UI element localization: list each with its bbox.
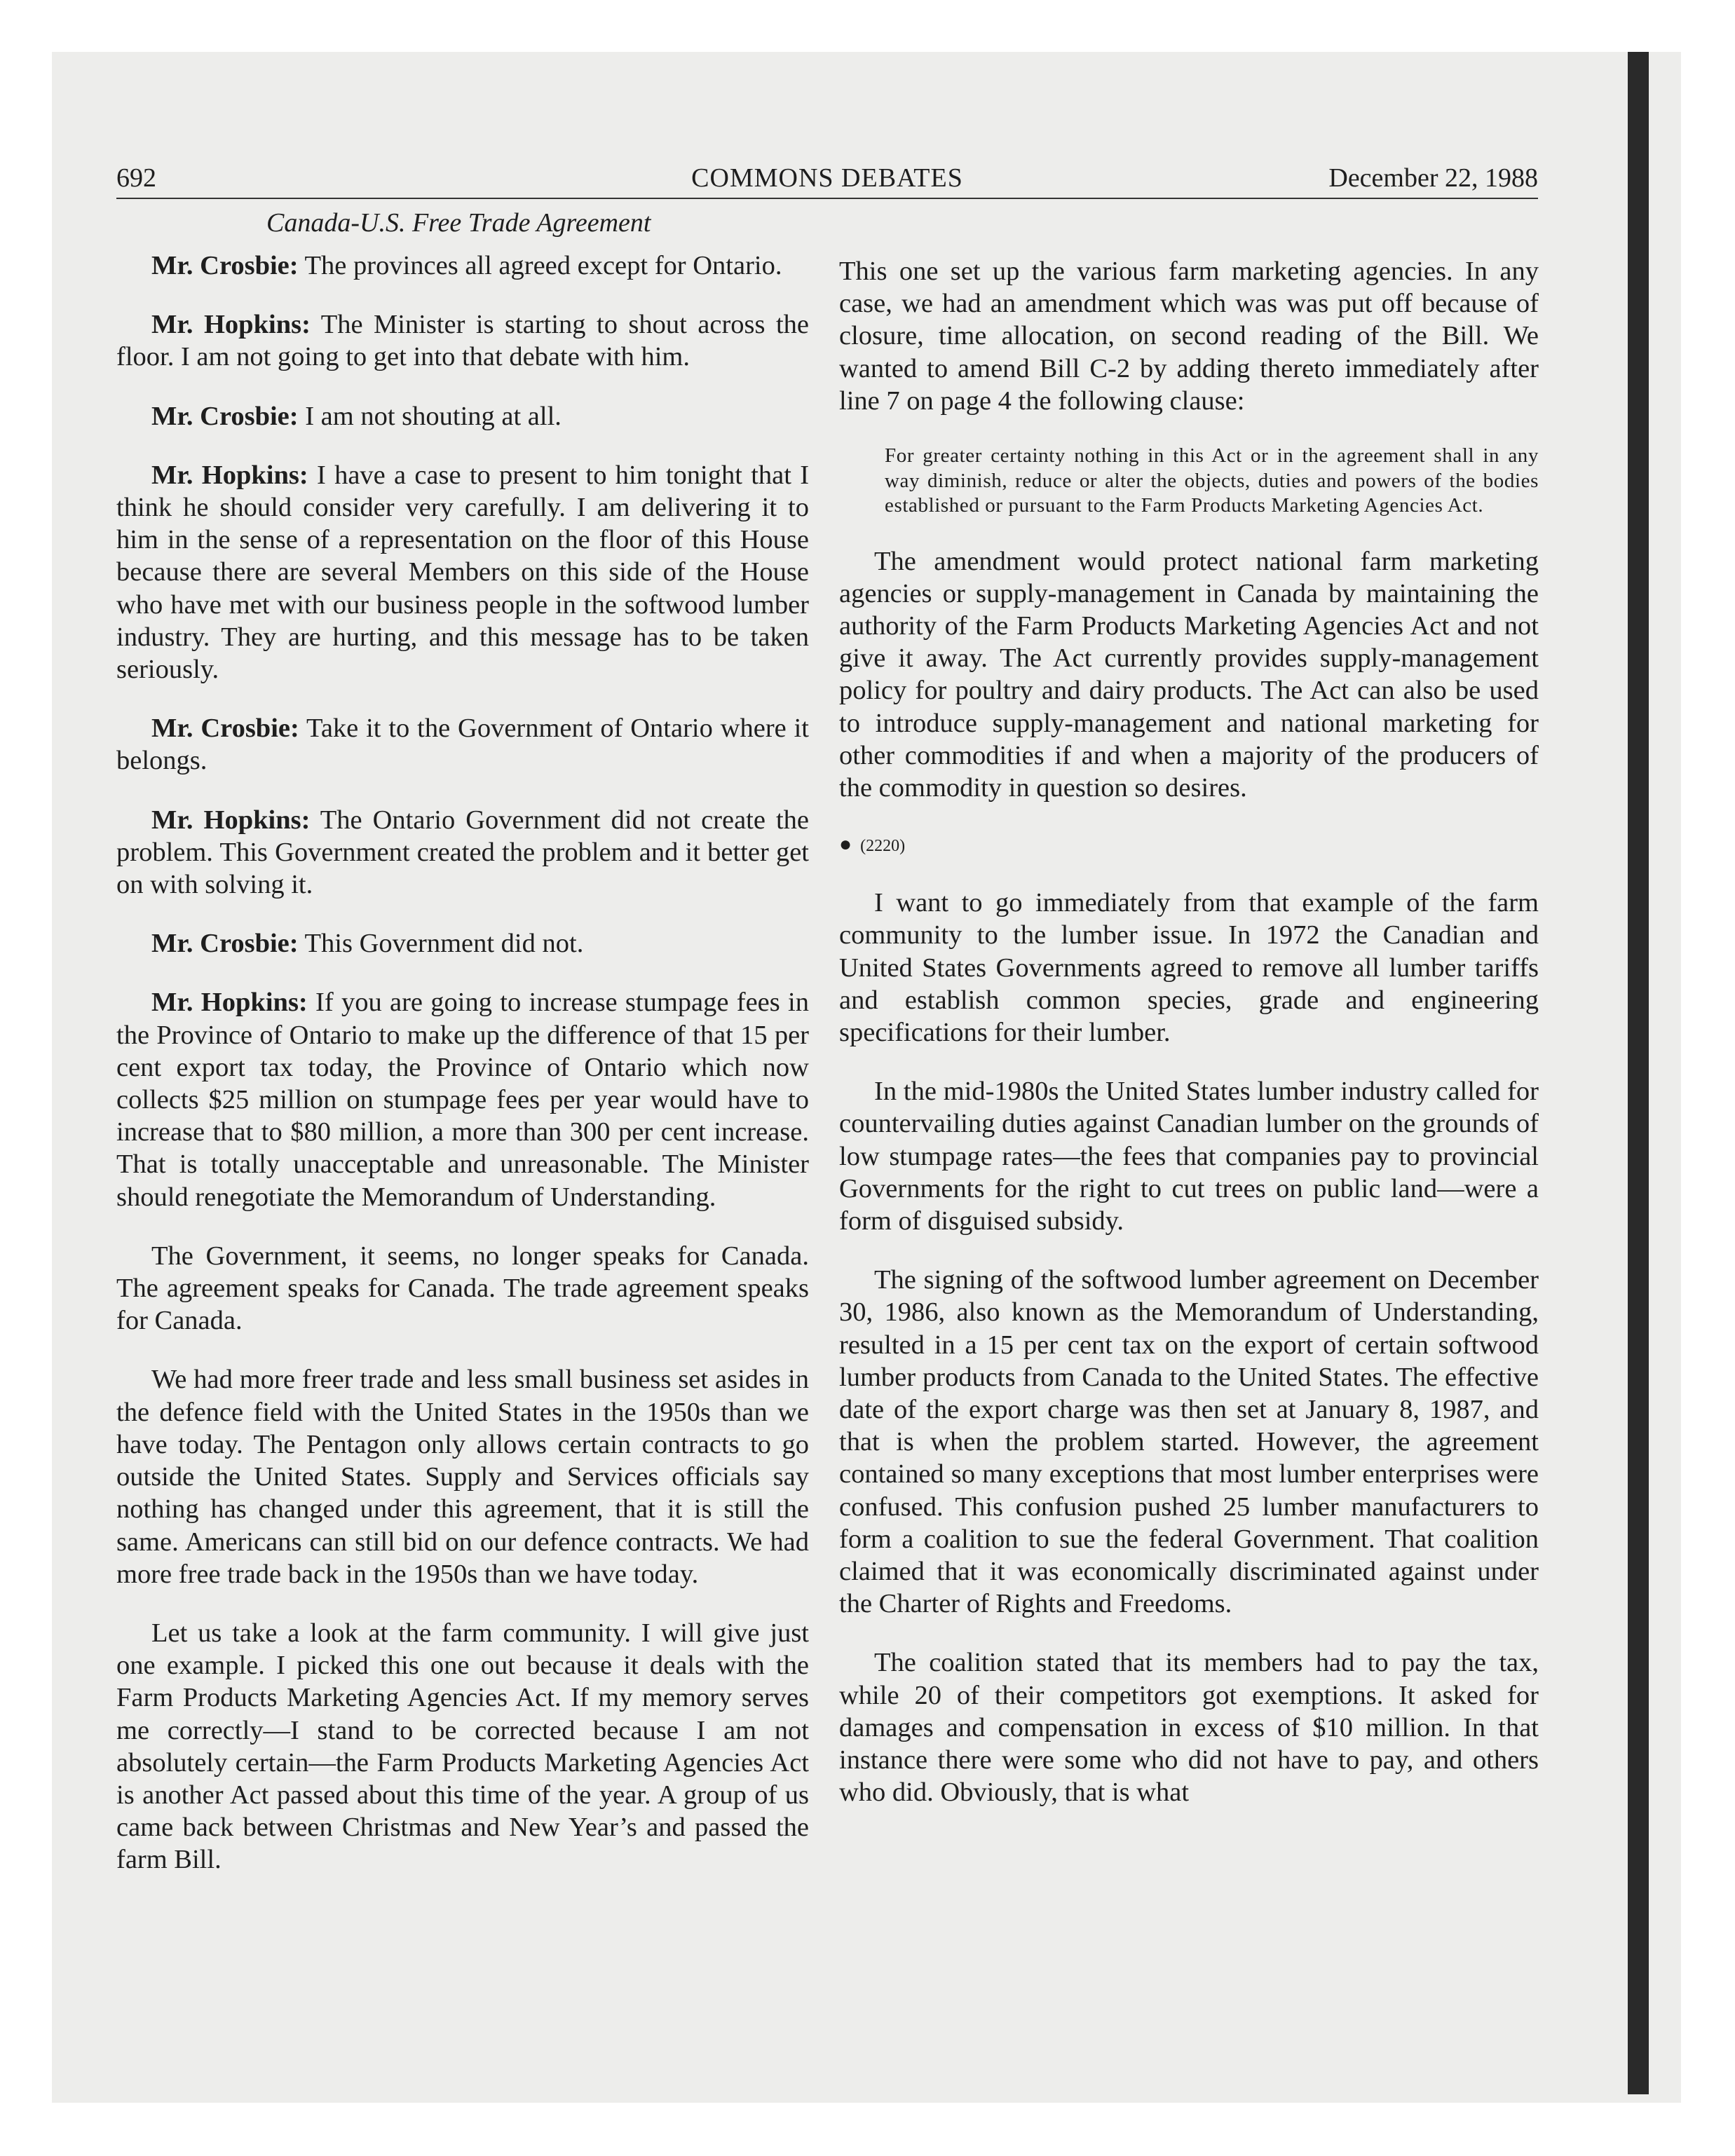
speaker-name: Mr. Hopkins:: [151, 310, 311, 340]
right-column: [839, 255, 1539, 1835]
speech-text: I am not shouting at all.: [305, 401, 562, 431]
speaker-name: Mr. Crosbie:: [151, 929, 299, 959]
paragraph: [116, 1240, 809, 1337]
time-marker-text: (2220): [860, 837, 906, 856]
left-column: [116, 250, 809, 1903]
speaker-name: Mr. Hopkins:: [151, 460, 308, 490]
page-number: 692: [116, 163, 156, 193]
speech-text: I have a case to present to him tonight that I think he should consider very carefully. I am delivering it to him in the sense of a representation on the floor of this House because there are several Members on this side of the House who have met with our business people in the softwood lumber industry. They are hurting, and this message has to be taken seriously.: [116, 460, 810, 685]
paragraph: The amendment would protect national farm marketing agencies or supply-management in Canada by maintaining the authority of the Farm Products Marketing Agencies Act and not give it away. The Act currently provides supply-management policy for poultry and dairy products. The Act can also be used to introduce supply-management and national marketing for other commodities if and when a majority of the producers of the commodity in question so desires.: [839, 546, 1539, 803]
paragraph: [116, 712, 809, 777]
speech-text: This Government did not.: [304, 929, 584, 959]
paragraph: [116, 1617, 809, 1876]
amendment-quote: For greater certainty nothing in this Act or in the agreement shall in any way diminish, reduce or alter the objects, duties and powers of the bodies established or pursuant to the Farm Products Marketing Agencies Act.: [885, 444, 1539, 517]
speech-text: The Government, it seems, no longer speaks for Canada. The agreement speaks for Canada. The trade agreement speaks for Canada.: [116, 1241, 809, 1336]
speech-text: Let us take a look at the farm community. I will give just one example. I picked this one out because it deals with the Farm Products Marketing Agencies Act. If my memory serves me correctly—I stand to be corrected because I am not absolutely certain—the Farm Products Marketing Agencies Act is another Act passed about this time of the year. A group of us came back between Christmas and New Year’s and passed the farm Bill.: [116, 1618, 809, 1875]
publication-title: COMMONS DEBATES: [691, 163, 963, 193]
paragraph: In the mid-1980s the United States lumber industry called for countervailing duties against Canadian lumber on the grounds of low stumpage rates—the fees that companies pay to provincial Governments for the right to cut trees on public land—were a form of disguised subsidy.: [839, 1077, 1539, 1236]
speech-text: Take it to the Government of Ontario where it belongs.: [116, 714, 809, 776]
paragraph: The coalition stated that its members had to pay the tax, while 20 of their competitors got exemptions. It asked for damages and compensation in excess of $10 million. In that instance there were some who did not have to pay, and others who did. Obviously, that is what: [839, 1648, 1539, 1808]
paragraph: [116, 1363, 809, 1590]
speaker-name: Mr. Hopkins:: [151, 805, 311, 835]
speaker-name: Mr. Hopkins:: [151, 988, 308, 1018]
paragraph: [116, 308, 809, 373]
continuation-paragraph: This one set up the various farm marketing agencies. In any case, we had an amendment which was was put off because of closure, time allocation, on second reading of the Bill. We wanted to amend Bill C-2 by adding thereto immediately after line 7 on page 4 the following clause:: [839, 257, 1539, 416]
binding-edge: [1628, 52, 1649, 2094]
speaker-name: Mr. Crosbie:: [151, 401, 299, 431]
speech-text: The Ontario Government did not create the problem. This Government created the problem and it better get on with solving it.: [116, 805, 809, 900]
speech-text: We had more freer trade and less small business set asides in the defence field with the United States in the 1950s than we have today. The Pentagon only allows certain contracts to go outside the United States. Supply and Services officials say nothing has changed under this agreement, that it is still the same. Americans can still bid on our defence contracts. We had more free trade back in the 1950s than we have today.: [116, 1365, 809, 1589]
paragraph: The signing of the softwood lumber agreement on December 30, 1986, also known as the Memorandum of Understanding, resulted in a 15 per cent tax on the export of certain softwood lumber products from Canada to the United States. The effective date of the export charge was then set at January 8, 1987, and that is when the problem started. However, the agreement contained so many exceptions that most lumber enterprises were confused. This confusion pushed 25 lumber manufacturers to form a coalition to sue the federal Government. That coalition claimed that it was economically discriminated against under the Charter of Rights and Freedoms.: [839, 1265, 1539, 1619]
speaker-name: Mr. Crosbie:: [151, 251, 299, 280]
page-header: [116, 161, 1538, 199]
speaker-name: Mr. Crosbie:: [151, 714, 299, 744]
paragraph: [116, 250, 809, 282]
paragraph: [116, 459, 809, 685]
speech-text: The Minister is starting to shout across the floor. I am not going to get into that debate with him.: [116, 310, 809, 372]
bullet-icon: ●: [839, 833, 852, 857]
time-marker: [839, 831, 1539, 860]
speech-text: If you are going to increase stumpage fees in the Province of Ontario to make up the difference of that 15 per cent export tax today, the Province of Ontario which now collects $25 million on stumpage fees per year would have to increase that to $80 million, a more than 300 per cent increase. That is totally unacceptable and unreasonable. The Minister should renegotiate the Memorandum of Understanding.: [116, 988, 809, 1212]
paragraph: I want to go immediately from that example of the farm community to the lumber issue. In 1972 the Canadian and United States Governments agreed to remove all lumber tariffs and establish common species, grade and engineering specifications for their lumber.: [839, 888, 1539, 1047]
paragraph: [116, 400, 809, 432]
section-subtitle: Canada-U.S. Free Trade Agreement: [266, 208, 651, 238]
paragraph: [116, 986, 809, 1213]
paragraph: [116, 804, 809, 901]
paragraph: [116, 927, 809, 960]
speech-text: The provinces all agreed except for Ontario.: [304, 251, 782, 280]
publication-date: December 22, 1988: [1328, 163, 1538, 193]
